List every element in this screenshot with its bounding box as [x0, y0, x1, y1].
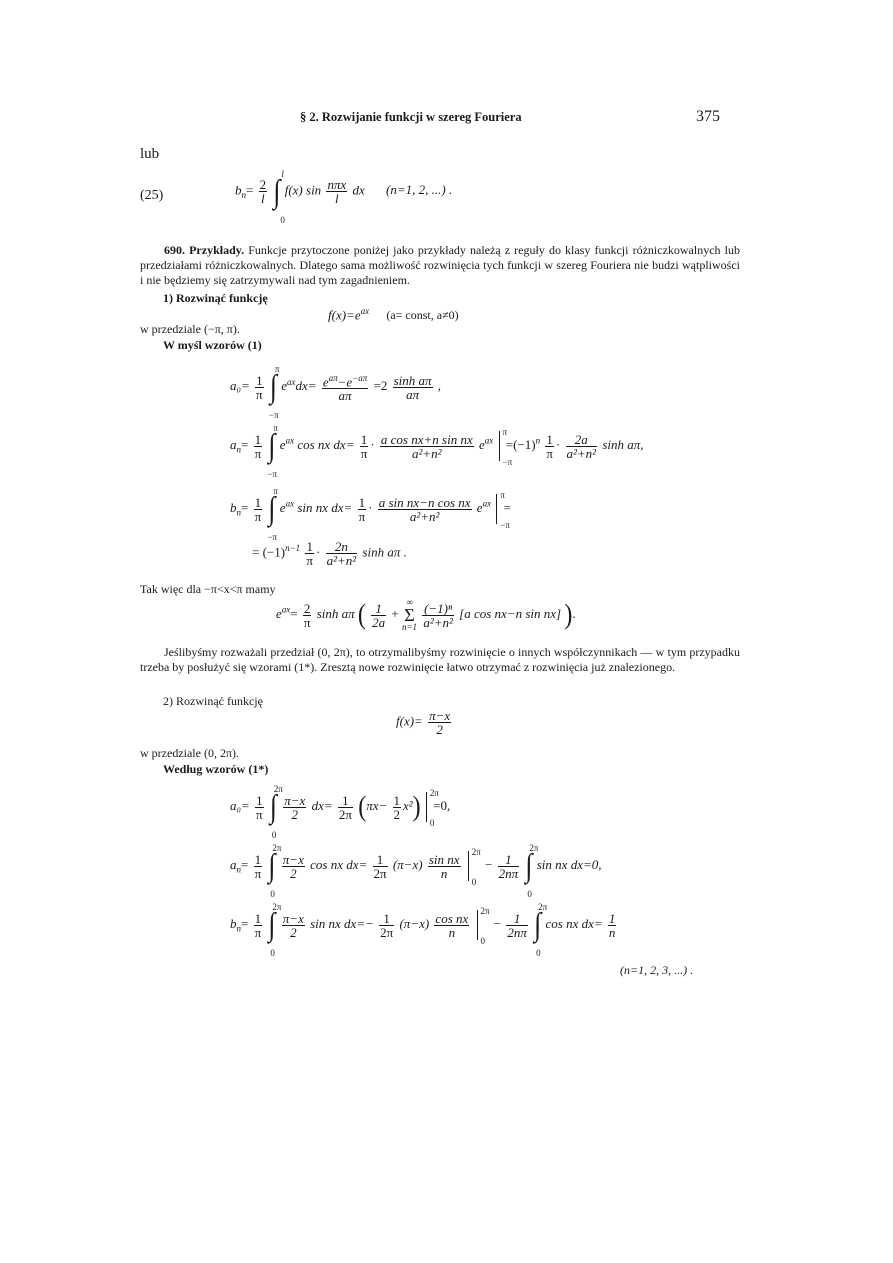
a0-frac1-den: aπ	[338, 388, 352, 404]
example-2-function	[396, 709, 453, 736]
a0-tail: ,	[437, 378, 442, 394]
example-2-ref: Według wzorów (1*)	[163, 762, 269, 776]
equation-body	[235, 168, 453, 225]
e2a0-up: 2π	[273, 784, 283, 794]
section-690-intro	[140, 243, 740, 288]
bnc-lhs-exp: n−1	[285, 543, 301, 554]
ex2-func-num: π−x	[429, 708, 451, 723]
an-dot: ·	[370, 436, 375, 452]
e2an-integral2	[524, 843, 539, 899]
a0-frac2	[393, 374, 433, 401]
bn-e-exp: ax	[482, 498, 492, 509]
ex2-func-frac	[428, 709, 451, 736]
e2an-lo2: 0	[527, 889, 532, 899]
e2a0-m-num: 1	[338, 794, 353, 808]
e2bn-s-num: cos nx	[435, 910, 469, 926]
e2a0-coef-num: 1	[256, 792, 263, 808]
e2an-s-num: sin nx	[428, 851, 460, 867]
a0-frac2-num: sinh aπ	[393, 372, 432, 388]
e2an-up2: 2π	[529, 843, 539, 853]
e2a0-x2: x²	[403, 797, 413, 813]
section-heading: 690. Przykłady.	[164, 243, 245, 257]
an-m-num: 1	[360, 431, 368, 447]
an-lo: −π	[267, 469, 278, 479]
res-sum	[402, 598, 417, 632]
a0-body-exp: ax	[287, 376, 296, 387]
e2an-f-den: 2	[290, 865, 297, 881]
e2bn-k	[506, 912, 528, 939]
res-eq: =	[290, 605, 298, 621]
a0-frac1-num	[322, 372, 368, 389]
e2a0-bar-lo: 0	[429, 818, 435, 828]
ex2-an-formula	[230, 843, 602, 899]
e2an-mid: (π−x)	[392, 856, 423, 872]
integral-sign: ∫	[534, 906, 542, 943]
bnc-coef-den: π	[306, 553, 313, 568]
ex2-a0-formula	[230, 784, 451, 840]
e2a0-integral	[269, 784, 283, 840]
bn-m	[358, 496, 367, 523]
res-s-den: a²+n²	[423, 614, 453, 630]
arg-num: nπx	[327, 177, 347, 192]
e2bn-m	[379, 912, 394, 939]
remark-paragraph: Jeślibyśmy rozważali przedział (0, 2π), to otrzymalibyśmy rozwinięcie o innych współczynnikach — w tym przypadku trzeba by posłużyć się wzorami (1*). Zresztą nowe rozwinięcie łatwo otrzymać z rozwinięcia już znalezionego.	[140, 645, 740, 674]
e2an-f	[282, 853, 305, 880]
example-2-label: 2) Rozwinąć funkcję	[163, 694, 263, 708]
equation-tag: (25)	[140, 188, 164, 203]
bnc-coef	[305, 540, 314, 567]
bn-lhs: b	[230, 499, 237, 515]
lub-word: lub	[140, 146, 160, 162]
bn-body: e	[279, 499, 286, 515]
an-coef-den: π	[254, 445, 262, 461]
a0-coef-num: 1	[256, 372, 263, 388]
res-s-num: (−1)ⁿ	[424, 600, 453, 616]
integral-sign: ∫	[269, 788, 277, 825]
e2an-body: cos nx dx=	[310, 856, 368, 872]
integral	[272, 168, 285, 225]
ex2-bn-formula	[230, 902, 618, 958]
res-sinh: sinh aπ	[316, 605, 355, 621]
header-title: § 2. Rozwijanie funkcji w szereg Fouriera	[300, 110, 522, 124]
e2an-up: 2π	[272, 843, 282, 853]
an-coef	[254, 433, 263, 460]
eq-sign: =	[246, 182, 254, 198]
e2bn-minus: −	[493, 915, 502, 931]
bn-sub: n	[241, 190, 246, 201]
e2bn-sub: n	[236, 923, 241, 934]
an-r1	[545, 433, 554, 460]
bnc-f-den: a²+n²	[326, 553, 357, 568]
bn-eq: =	[241, 499, 249, 515]
res-lhs: e	[276, 605, 282, 621]
e2an-integral	[267, 843, 282, 899]
a0-frac1-exp-b: −aπ	[352, 373, 368, 383]
e2an-bar	[468, 847, 481, 887]
range: (n=1, 2, ...) .	[386, 182, 453, 198]
an-bar-hi: π	[502, 427, 508, 437]
ex1-a0-formula	[230, 364, 442, 421]
an-integral	[267, 423, 278, 479]
example-1-label: 1) Rozwinąć funkcję	[163, 291, 268, 305]
bn-body-exp: ax	[285, 498, 295, 509]
coef-fraction	[259, 178, 268, 205]
e2a0-m-den: 2π	[338, 806, 352, 822]
e2an-tail: sin nx dx=0,	[536, 856, 602, 872]
a0-frac1-mid: −e	[337, 374, 353, 390]
e2an-sub: n	[236, 864, 241, 875]
e2a0-paren: πx−	[366, 797, 388, 813]
an-f-den: a²+n²	[412, 445, 442, 461]
coef-num: 2	[259, 177, 267, 192]
a0-frac2-den: aπ	[406, 386, 420, 402]
bn-bar-hi: π	[500, 490, 505, 500]
a0-lhs: a₀=	[230, 378, 250, 394]
bn-dot: ·	[368, 499, 373, 515]
bn-symbol: b	[235, 182, 242, 198]
e2a0-m	[338, 794, 353, 821]
e2bn-s	[434, 912, 469, 939]
an-res-exp: n	[535, 435, 541, 446]
bn-e: e	[476, 499, 483, 515]
e2bn-coef-num: 1	[254, 910, 262, 926]
bn-lo: −π	[267, 532, 278, 542]
res-coef-num: 2	[303, 600, 311, 616]
e2bn-k-num: 1	[506, 912, 528, 926]
an-coef-num: 1	[254, 431, 262, 447]
e2bn-lo2: 0	[536, 948, 541, 958]
e2bn-up2: 2π	[538, 902, 548, 912]
running-header	[300, 108, 720, 130]
e2bn-s-den: n	[448, 924, 456, 940]
res-p1-num: 1	[371, 602, 386, 616]
arg-fraction	[326, 178, 347, 205]
bnc-f-num: 2n	[326, 540, 358, 554]
an-r2	[566, 433, 598, 460]
right-paren: )	[412, 790, 421, 822]
e2bn-up: 2π	[272, 902, 282, 912]
an-body-exp: ax	[285, 435, 295, 446]
bn-coef	[254, 496, 263, 523]
e2an-f-num: π−x	[282, 851, 304, 867]
ex1-result: $e^{ax}=$ $\frac{2}{\pi}$ sinh aπ ( $\frac{1}{2a}$ + ∞ Σ n=1 $\frac{\text{(−1)ⁿ}}{\text{a²+n²}}$ [a cos nx−n sin nx] ).	[276, 597, 576, 632]
e2bn-bar-hi: 2π	[480, 906, 490, 916]
e2a0-coef-den: π	[256, 806, 263, 822]
e2an-s	[428, 853, 461, 880]
bn-up: π	[273, 486, 278, 496]
e2an-coef	[254, 853, 263, 880]
bnc-lhs: = (−1)	[252, 544, 286, 560]
e2an-lo: 0	[270, 889, 275, 899]
e2a0-f	[283, 794, 306, 821]
integral-sign: ∫	[268, 847, 276, 884]
a0-body: e	[281, 378, 288, 394]
bn-m-den: π	[358, 508, 366, 524]
e2a0-bar	[426, 788, 439, 828]
an-lhs: a	[230, 436, 237, 452]
bnc-f	[326, 540, 358, 567]
integral-sign: ∫	[525, 847, 533, 884]
e2a0-dx: dx=	[311, 797, 333, 813]
e2bn-integral2	[533, 902, 548, 958]
e2bn-bar-lo: 0	[480, 936, 486, 946]
an-e: e	[478, 436, 485, 452]
e2bn-mid: (π−x)	[399, 915, 430, 931]
example-2-interval: w przedziale (0, 2π).	[140, 746, 240, 760]
e2bn-f	[282, 912, 305, 939]
dx: dx	[352, 182, 365, 198]
a0-eq2: =2	[373, 378, 388, 394]
e2an-s-den: n	[440, 865, 448, 881]
an-body2: cos nx dx=	[297, 436, 355, 452]
ex1-bn-continuation	[252, 540, 407, 567]
an-e-exp: ax	[484, 435, 494, 446]
bn-coef-den: π	[254, 508, 262, 524]
bn-integral	[267, 486, 278, 542]
right-paren: )	[564, 598, 573, 630]
bn-bar-lo: −π	[500, 520, 510, 530]
e2an-k-den: 2nπ	[498, 865, 519, 881]
bn-body2: sin nx dx=	[297, 499, 353, 515]
e2an-k-num: 1	[498, 853, 520, 867]
an-sub: n	[236, 444, 241, 455]
e2bn-k-den: 2nπ	[507, 924, 527, 940]
e2a0-h	[393, 794, 402, 821]
an-eq: =	[241, 436, 249, 452]
bn-f-num: a sin nx−n cos nx	[378, 494, 471, 510]
ex2-func: f(x)=	[396, 713, 423, 729]
bnc-coef-num: 1	[306, 539, 313, 554]
an-res: =(−1)	[505, 436, 536, 452]
res-s	[422, 602, 454, 629]
an-r2-den: a²+n²	[566, 445, 597, 461]
int-lower: 0	[280, 214, 285, 225]
res-plus: +	[391, 605, 399, 621]
e2bn-r-den: n	[608, 924, 616, 940]
equation-25	[140, 170, 740, 230]
integral-sign: ∫	[268, 906, 276, 943]
ex1-func-exp: ax	[360, 306, 370, 316]
an-m-den: π	[360, 445, 368, 461]
an-r1-num: 1	[546, 431, 553, 447]
e2a0-lo: 0	[271, 830, 277, 840]
integral-sign: ∫	[269, 368, 277, 405]
result-intro: Tak więc dla −π<x<π mamy	[140, 582, 276, 596]
bn-f-den: a²+n²	[409, 508, 440, 524]
e2an-minus: −	[485, 856, 493, 872]
an-f-num: a cos nx+n sin nx	[380, 431, 473, 447]
e2a0-bar-hi: 2π	[429, 788, 439, 798]
bn-bar	[496, 490, 510, 530]
a0-frac1-exp-a: aπ	[328, 373, 338, 383]
res-lhs-exp: ax	[281, 604, 291, 615]
res-p1	[371, 602, 386, 629]
e2an-coef-num: 1	[254, 851, 262, 867]
an-f	[380, 433, 474, 460]
a0-coef	[255, 374, 264, 401]
a0-frac1-e: e	[322, 374, 329, 390]
integral-sign: ∫	[268, 427, 276, 464]
e2bn-r	[608, 912, 617, 939]
res-p1-den: 2a	[372, 614, 386, 630]
e2bn-lo: 0	[270, 948, 275, 958]
e2bn-r-num: 1	[608, 910, 616, 926]
e2an-lhs: a	[230, 856, 237, 872]
sum-lo: n=1	[401, 622, 418, 632]
e2an-eq: =	[241, 856, 249, 872]
ex2-func-den: 2	[436, 722, 443, 737]
e2an-m-num: 1	[373, 853, 388, 867]
left-paren: (	[358, 790, 367, 822]
e2a0-lhs: a₀=	[230, 797, 250, 813]
a0-frac1	[322, 372, 368, 402]
page-number: 375	[696, 108, 720, 125]
ex2-range: (n=1, 2, 3, ...) .	[620, 963, 694, 977]
int-upper: l	[281, 168, 284, 179]
ex1-func: f(x)=e	[328, 307, 361, 323]
e2a0-h-den: 2	[393, 806, 400, 822]
e2an-m	[373, 853, 388, 880]
e2bn-f-num: π−x	[282, 910, 304, 926]
integrand: f(x) sin	[284, 182, 322, 198]
e2a0-coef	[255, 794, 264, 821]
integral-sign: ∫	[268, 490, 276, 527]
e2a0-res: =0,	[433, 797, 451, 813]
e2bn-lhs: b	[230, 915, 237, 931]
e2bn-bar	[477, 906, 490, 946]
bnc-tail: sinh aπ .	[362, 544, 407, 560]
e2an-bar-lo: 0	[471, 877, 477, 887]
integral-sign: ∫	[273, 172, 281, 209]
intro-text: Funkcje przytoczone poniżej jako przykłady należą z reguły do klasy funkcji różniczkowalnych lub przedziałami różniczkowalnych. Dlatego sama możliwość rozwinięcia tych funkcji w szereg Fouriera nie budzi wątpliwości i nie będziemy się zatrzymywali nad tym zagadnieniem.	[140, 243, 740, 287]
e2bn-body: sin nx dx=−	[310, 915, 374, 931]
e2bn-m-den: 2π	[380, 924, 394, 940]
a0-up: π	[274, 364, 280, 375]
e2bn-tail: cos nx dx=	[545, 915, 603, 931]
e2a0-f-num: π−x	[284, 792, 306, 808]
ex1-condition: (a= const, a≠0)	[386, 308, 459, 323]
a0-lo: −π	[268, 410, 279, 421]
e2bn-coef-den: π	[254, 924, 262, 940]
sum-up: ∞	[406, 597, 413, 607]
e2bn-integral	[267, 902, 282, 958]
res-coef	[303, 602, 312, 629]
e2a0-h-num: 1	[393, 792, 400, 808]
example-1-ref: W myśl wzorów (1)	[163, 338, 262, 352]
res-coef-den: π	[303, 614, 311, 630]
an-bar	[499, 427, 513, 467]
an-bar-lo: −π	[502, 457, 513, 467]
example-1-function	[328, 306, 459, 323]
coef-den: l	[261, 191, 265, 206]
e2bn-coef	[254, 912, 263, 939]
ex1-an-formula: $a_n=$ $\frac{1}{\pi}$ π ∫ −π $e^{ax}$ cos nx dx= $\frac{1}{\pi}$ · $\frac{\text{a cos nx+n sin nx}}{\text{a²+n²}}$ $e^{ax}$ π −π $=(-1)^n$ $\frac{1}{\pi}$ · $\frac{2a}{\text{a²+n²}}$ sinh aπ,	[230, 423, 644, 479]
bnc-dot: ·	[315, 544, 321, 560]
e2bn-f-den: 2	[290, 924, 297, 940]
bn-f	[378, 496, 472, 523]
arg-den: l	[335, 191, 339, 206]
e2bn-eq: =	[241, 915, 249, 931]
e2an-bar-hi: 2π	[471, 847, 481, 857]
a0-integral	[268, 364, 280, 421]
e2bn-m-num: 1	[379, 912, 394, 926]
an-m	[360, 433, 369, 460]
e2an-m-den: 2π	[373, 865, 387, 881]
e2a0-f-den: 2	[291, 806, 299, 822]
bn-sub: n	[236, 507, 241, 518]
e2an-k	[498, 853, 520, 880]
sum-sigma: Σ	[404, 605, 415, 625]
a0-coef-den: π	[256, 386, 263, 402]
bn-m-num: 1	[358, 494, 366, 510]
ex1-bn-formula	[230, 486, 511, 542]
left-paren: (	[357, 598, 366, 630]
an-r2-num: 2a	[566, 433, 598, 447]
example-1-interval: w przedziale (−π, π).	[140, 322, 240, 336]
an-tail: sinh aπ,	[602, 436, 644, 452]
bn-coef-num: 1	[254, 494, 262, 510]
bn-tail: =	[503, 499, 511, 515]
an-up: π	[273, 423, 278, 433]
res-bracket: [a cos nx−n sin nx]	[459, 605, 562, 621]
e2an-coef-den: π	[254, 865, 262, 881]
an-r1-den: π	[546, 445, 553, 461]
a0-dx: dx=	[295, 378, 317, 394]
an-body: e	[279, 436, 286, 452]
